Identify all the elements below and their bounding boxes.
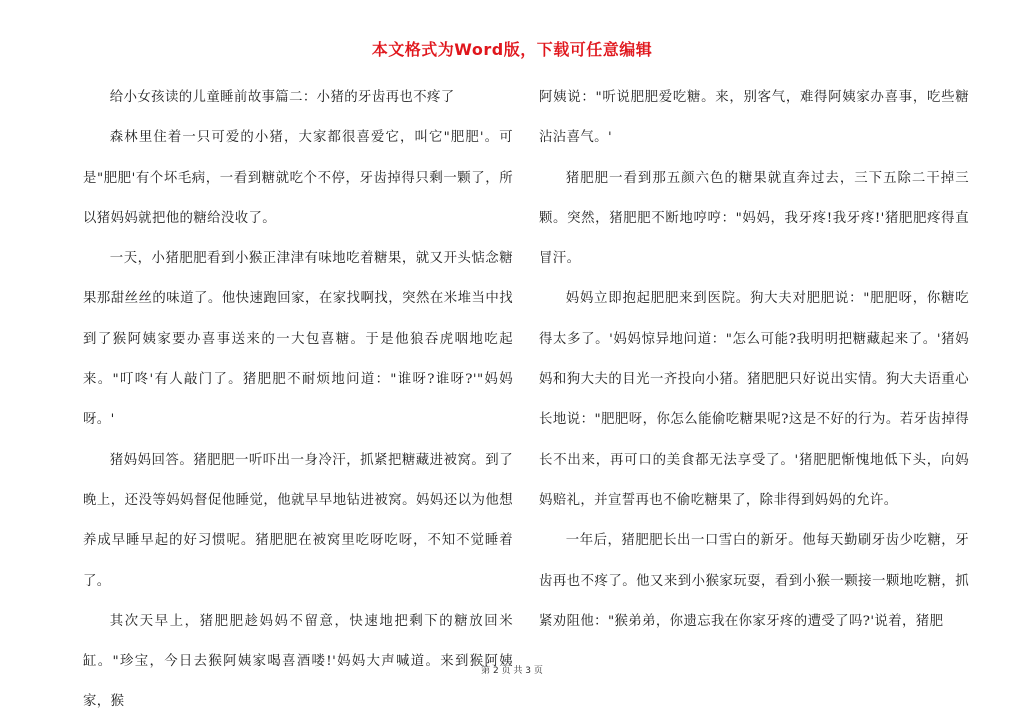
paragraph: 一年后，猪肥肥长出一口雪白的新牙。他每天勤刷牙齿少吃糖，牙齿再也不疼了。他又来到小猴家玩耍，看到小猴一颗接一颗地吃糖，抓紧劝阻他："猴弟弟，你遗忘我在你家牙疼的遭受了吗?'说着，猪肥 — [539, 533, 969, 629]
format-banner: 本文格式为Word版，下载可任意编辑 — [371, 40, 653, 59]
left-column — [83, 78, 513, 723]
paragraph: 猪肥肥一看到那五颜六色的糖果就直奔过去，三下五除二干掉三颗。突然，猪肥肥不断地哼哼："妈妈，我牙疼!我牙疼!'猪肥肥疼得直冒汗。 — [539, 170, 969, 267]
paragraph: 妈妈立即抱起肥肥来到医院。狗大夫对肥肥说："肥肥呀，你糖吃得太多了。'妈妈惊异地问道："怎么可能?我明明把糖藏起来了。'猪妈妈和狗大夫的目光一齐投向小猪。猪肥肥只好说出实情。狗大夫语重心长地说："肥肥呀，你怎么能偷吃糖果呢?这是不好的行为。若牙齿掉得长不出来，再可口的美食都无法享受了。'猪肥肥惭愧地低下头，向妈妈赔礼，并宣誓再也不偷吃糖果了，除非得到妈妈的允许。 — [539, 291, 969, 508]
paragraph: 阿姨说："听说肥肥爱吃糖。来，别客气，难得阿姨家办喜事，吃些糖沾沾喜气。' — [539, 90, 969, 146]
page-number: 第 2 页 共 3 页 — [481, 666, 543, 676]
paragraph: 猪妈妈回答。猪肥肥一听吓出一身冷汗，抓紧把糖藏进被窝。到了晚上，还没等妈妈督促他睡觉，他就早早地钻进被窝。妈妈还以为他想养成早睡早起的好习惯呢。猪肥肥在被窝里吃呀吃呀，不知不觉睡着了。 — [83, 452, 513, 589]
paragraph: 一天，小猪肥肥看到小猴正津津有味地吃着糖果，就又开头惦念糖果那甜丝丝的味道了。他快速跑回家，在家找啊找，突然在米堆当中找到了猴阿姨家要办喜事送来的一大包喜糖。于是他狼吞虎咽地吃起来。"叮咚'有人敲门了。猪肥肥不耐烦地问道："谁呀?谁呀?'"妈妈呀。' — [83, 251, 513, 428]
paragraph: 其次天早上，猪肥肥趁妈妈不留意，快速地把剩下的糖放回米缸。"珍宝，今日去猴阿姨家喝喜酒喽!'妈妈大声喊道。来到猴阿姨家，猴 — [83, 613, 513, 710]
right-column — [539, 78, 969, 642]
paragraph: 给小女孩读的儿童睡前故事篇二：小猪的牙齿再也不疼了 — [109, 90, 455, 105]
paragraph: 森林里住着一只可爱的小猪，大家都很喜爱它，叫它"肥肥'。可是"肥肥'有个坏毛病，一看到糖就吃个不停，牙齿掉得只剩一颗了，所以猪妈妈就把他的糖给没收了。 — [83, 130, 513, 226]
